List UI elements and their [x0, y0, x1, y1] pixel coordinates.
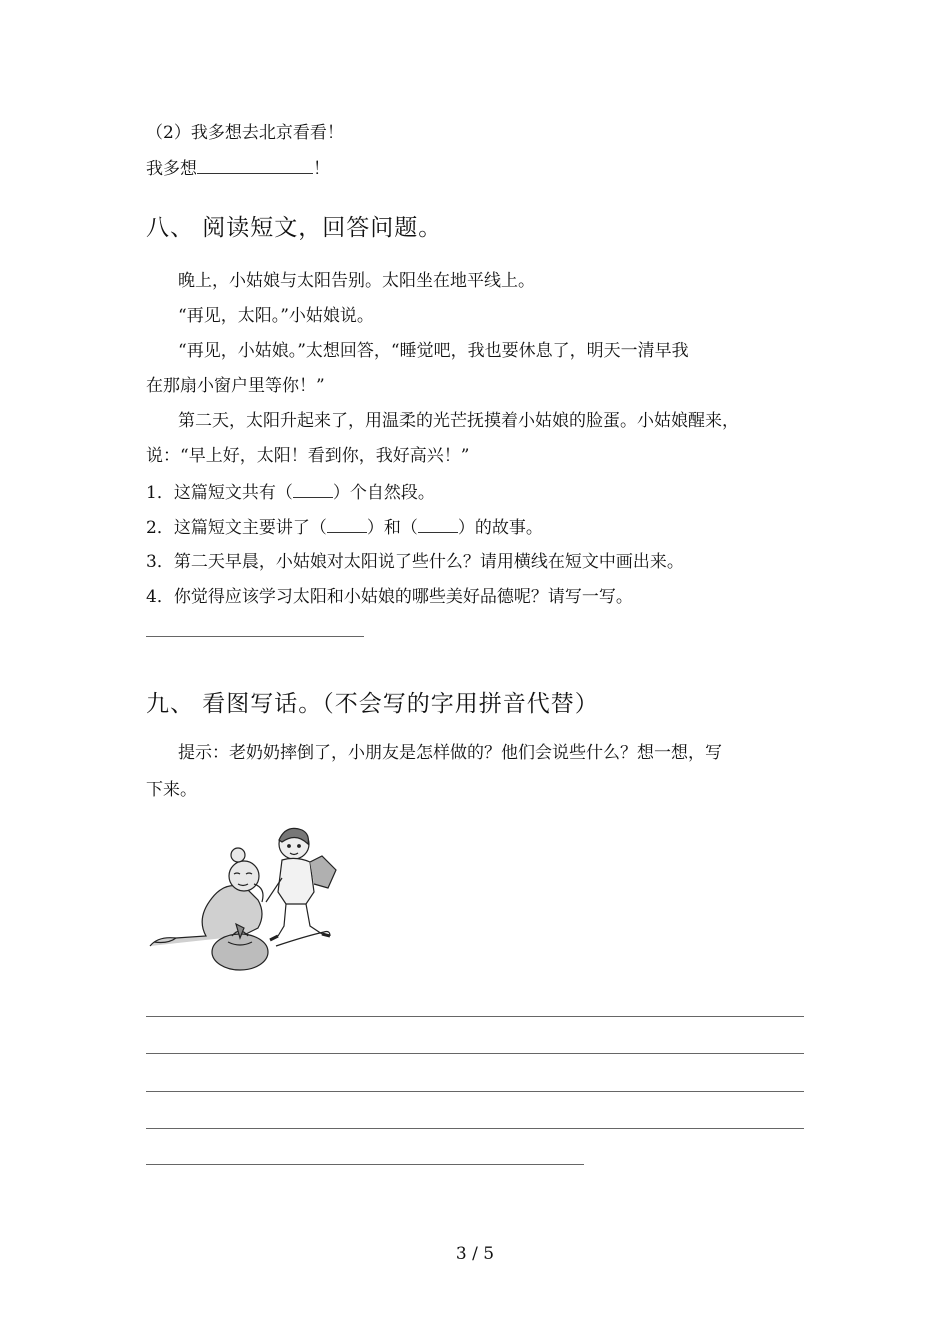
writing-line-5[interactable] — [146, 1164, 584, 1165]
passage-line-5: 第二天，太阳升起来了，用温柔的光芒抚摸着小姑娘的脸蛋。小姑娘醒来， — [178, 411, 739, 431]
q7-item2-blank[interactable] — [197, 157, 313, 174]
q7-item2-sentence: （2）我多想去北京看看！ — [146, 123, 344, 143]
passage-line-4: 在那扇小窗户里等你！” — [146, 376, 325, 396]
question-2 — [146, 516, 543, 539]
question-1-part-a: 1．这篇短文共有（ — [146, 483, 293, 503]
question-1-part-b: ）个自然段。 — [332, 483, 435, 503]
passage-line-3: “再见，小姑娘。”太想回答，“睡觉吧，我也要休息了，明天一清早我 — [178, 341, 689, 361]
question-2-part-c: ）的故事。 — [457, 518, 543, 538]
section8-heading: 八、 阅读短文，回答问题。 — [146, 215, 443, 241]
question-2-blank-2[interactable] — [418, 516, 458, 533]
writing-line-4[interactable] — [146, 1128, 804, 1129]
question-2-blank-1[interactable] — [327, 516, 367, 533]
question-2-part-a: 2．这篇短文主要讲了（ — [146, 518, 327, 538]
writing-line-2[interactable] — [146, 1053, 804, 1054]
question-3: 3．第二天早晨，小姑娘对太阳说了些什么？请用横线在短文中画出来。 — [146, 552, 684, 572]
passage-line-2: “再见，太阳。”小姑娘说。 — [178, 306, 374, 326]
q7-item2-suffix: ！ — [313, 159, 330, 179]
q7-item2-answer-line — [146, 157, 330, 180]
writing-line-1[interactable] — [146, 1016, 804, 1017]
question-2-part-b: ）和（ — [366, 518, 418, 538]
question-4-answer-line[interactable] — [146, 636, 364, 637]
passage-line-6: 说：“早上好，太阳！看到你，我好高兴！” — [146, 446, 470, 466]
question-1-blank[interactable] — [293, 481, 333, 498]
passage-line-1: 晚上，小姑娘与太阳告别。太阳坐在地平线上。 — [178, 271, 535, 291]
section9-hint-line-1: 提示：老奶奶摔倒了，小朋友是怎样做的？他们会说些什么？想一想，写 — [178, 743, 722, 763]
section9-heading: 九、 看图写话。（不会写的字用拼音代替） — [146, 691, 599, 717]
page-number: 3 / 5 — [455, 1244, 495, 1264]
grandma-fallen-child-helping-picture — [146, 818, 356, 978]
section9-hint-line-2: 下来。 — [146, 780, 197, 800]
question-4: 4．你觉得应该学习太阳和小姑娘的哪些美好品德呢？请写一写。 — [146, 587, 633, 607]
question-1 — [146, 481, 435, 504]
writing-line-3[interactable] — [146, 1091, 804, 1092]
q7-item2-prefix: 我多想 — [146, 159, 197, 179]
